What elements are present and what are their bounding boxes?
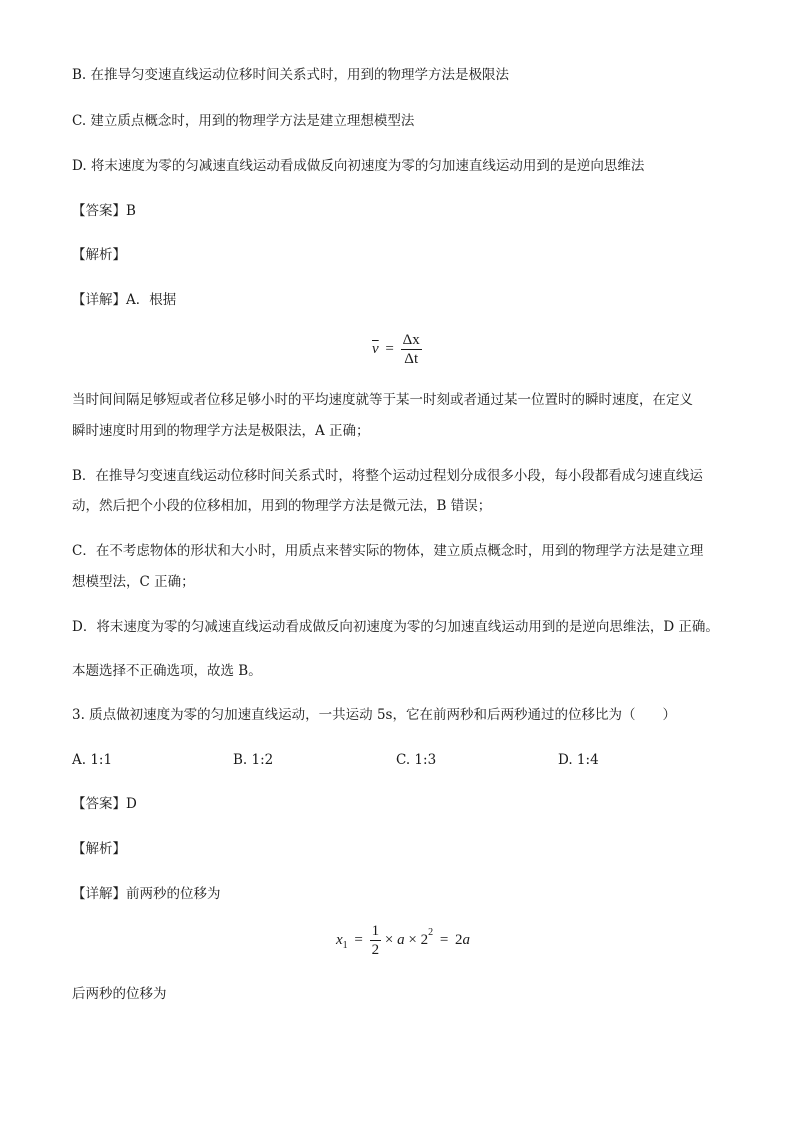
analysis-label-q3: 【解析】 <box>72 841 126 857</box>
option-a: A. 1:1 <box>72 752 113 768</box>
eq2-rhs-coef: 2 <box>455 932 463 948</box>
eq2-lhs-sub: 1 <box>342 940 348 951</box>
analysis-label: 【解析】 <box>72 247 126 263</box>
displacement-equation <box>336 922 470 959</box>
eq2-times2: × <box>408 932 417 948</box>
eq1-lhs: $\overline{v}$ <box>372 341 379 357</box>
answer-label-q3: 【答案】D <box>72 796 137 812</box>
eq2-rhs-var: a <box>462 932 471 948</box>
explanation-a-line1: 当时间间隔足够短或者位移足够小时的平均速度就等于某一时刻或者通过某一位置时的瞬时速度，在定义 <box>72 392 693 408</box>
answer-label: 【答案】B <box>72 203 136 219</box>
eq1-denominator: Δt <box>404 351 419 367</box>
explanation-b-line1: B．在推导匀变速直线运动位移时间关系式时，将整个运动过程划分成很多小段，每小段都看成匀速直线运 <box>72 468 703 484</box>
option-b-text: B. 在推导匀变速直线运动位移时间关系式时，用到的物理学方法是极限法 <box>72 67 510 83</box>
explanation-a-line2: 瞬时速度时用到的物理学方法是极限法，A 正确； <box>72 423 370 439</box>
eq2-accel: a <box>397 932 405 948</box>
eq1-equals: = <box>385 341 394 357</box>
eq2-frac-num: 1 <box>371 923 380 939</box>
detail-intro: 【详解】A．根据 <box>72 292 177 308</box>
question-3-stem: 3. 质点做初速度为零的匀加速直线运动，一共运动 5s，它在前两秒和后两秒通过的位移比为（ ） <box>72 707 676 723</box>
eq2-exp: 2 <box>428 927 434 938</box>
option-c-text: C. 建立质点概念时，用到的物理学方法是建立理想模型法 <box>72 113 415 129</box>
explanation-b-line2: 动，然后把个小段的位移相加，用到的物理学方法是微元法，B 错误； <box>72 498 492 514</box>
average-velocity-equation <box>372 331 422 368</box>
option-b: B. 1:2 <box>233 752 274 768</box>
eq2-lhs-var: x <box>336 932 343 948</box>
detail-intro-q3: 【详解】前两秒的位移为 <box>72 886 221 902</box>
eq1-numerator: Δx <box>402 332 420 348</box>
eq2-frac-den: 2 <box>371 942 380 958</box>
eq2-fraction <box>370 922 382 959</box>
explanation-d-line: D．将末速度为零的匀减速直线运动看成做反向初速度为零的匀加速直线运动用到的是逆向思维法，D 正确。 <box>72 619 719 635</box>
conclusion-line: 本题选择不正确选项，故选 B。 <box>72 663 262 679</box>
explanation-c-line1: C．在不考虑物体的形状和大小时，用质点来替实际的物体，建立质点概念时，用到的物理学方法是建立理 <box>72 543 704 559</box>
option-d-text: D. 将末速度为零的匀减速直线运动看成做反向初速度为零的匀加速直线运动用到的是逆向思维法 <box>72 158 645 174</box>
eq2-equals2: = <box>439 932 449 948</box>
option-c: C. 1:3 <box>396 752 437 768</box>
option-d: D. 1:4 <box>558 752 599 768</box>
explanation-c-line2: 想模型法，C 正确； <box>72 574 195 590</box>
eq2-times: × <box>384 932 394 948</box>
eq2-equals: = <box>354 932 363 948</box>
eq2-base: 2 <box>420 932 429 948</box>
detail-last-two-seconds: 后两秒的位移为 <box>72 986 167 1002</box>
eq1-fraction <box>401 331 422 368</box>
